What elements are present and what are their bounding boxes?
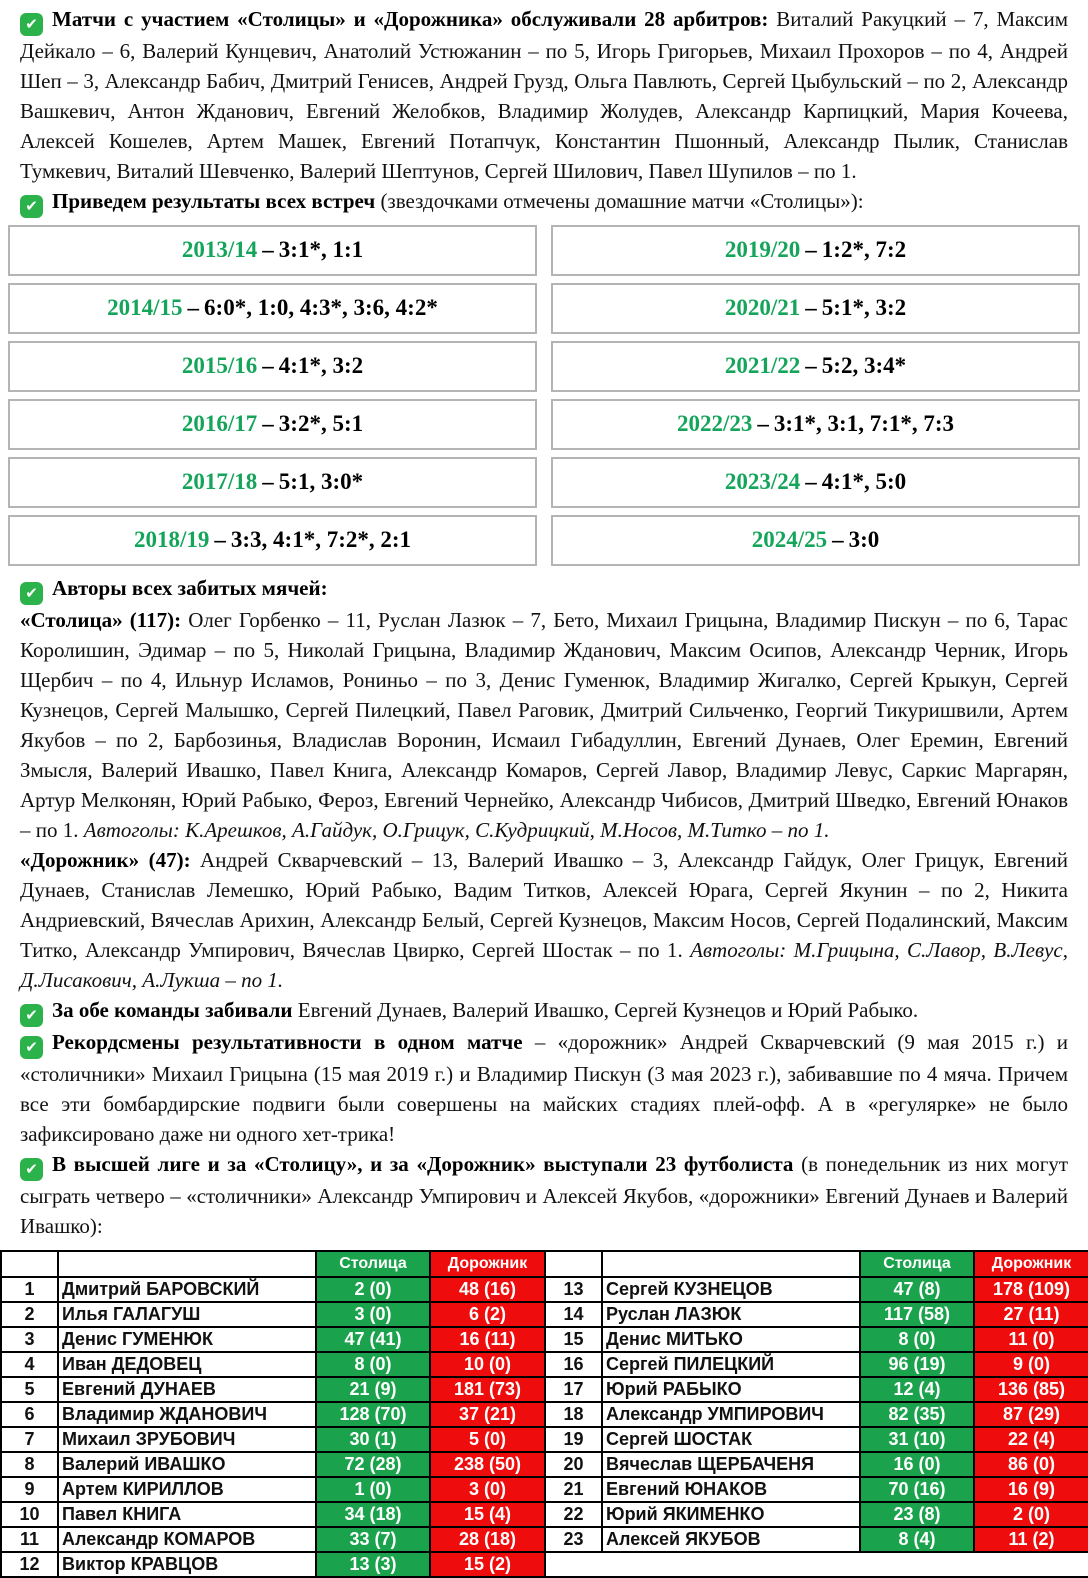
- season-scores: 1:2*, 7:2: [821, 237, 907, 262]
- player-number: 14: [545, 1302, 602, 1327]
- player-number: 11: [1, 1527, 58, 1552]
- stolitsa-apps: 31 (10): [860, 1427, 974, 1452]
- stolitsa-apps: 21 (9): [316, 1377, 430, 1402]
- dorozhnik-apps: 37 (21): [430, 1402, 545, 1427]
- player-number: 21: [545, 1477, 602, 1502]
- player-name: Сергей КУЗНЕЦОВ: [602, 1277, 860, 1302]
- season-scores: 5:1, 3:0*: [278, 469, 364, 494]
- both-teams-list: Евгений Дунаев, Валерий Ивашко, Сергей Кузнецов и Юрий Рабыко.: [292, 998, 919, 1022]
- dorozhnik-apps: 9 (0): [974, 1352, 1088, 1377]
- dorozhnik-apps: 87 (29): [974, 1402, 1088, 1427]
- stolitsa-apps: 30 (1): [316, 1427, 430, 1452]
- header-name-cell: [58, 1251, 316, 1277]
- season-result-row: [551, 341, 1080, 392]
- season-result-row: [551, 457, 1080, 508]
- results-heading-note: (звездочками отмечены домашние матчи «Столицы»):: [375, 189, 864, 213]
- dorozhnik-scorers-lead: «Дорожник» (47):: [20, 848, 191, 872]
- season-result-row: [551, 225, 1080, 276]
- stolitsa-apps: 47 (8): [860, 1277, 974, 1302]
- player-name: Юрий РАБЫКО: [602, 1377, 860, 1402]
- season-label: 2023/24: [724, 469, 801, 494]
- season-result-row: [8, 225, 537, 276]
- stolitsa-apps: 3 (0): [316, 1302, 430, 1327]
- player-number: 15: [545, 1327, 602, 1352]
- player-name: Павел КНИГА: [58, 1502, 316, 1527]
- dorozhnik-apps: 16 (11): [430, 1327, 545, 1352]
- player-number: 10: [1, 1502, 58, 1527]
- paragraph-stolitsa-scorers: [20, 605, 1068, 845]
- dorozhnik-apps: 5 (0): [430, 1427, 545, 1452]
- stolitsa-apps: 70 (16): [860, 1477, 974, 1502]
- check-icon: [20, 13, 43, 36]
- player-number: 16: [545, 1352, 602, 1377]
- player-row: [1, 1477, 1088, 1502]
- season-results-table: [8, 225, 1080, 566]
- dash-separator: –: [805, 295, 817, 320]
- player-number: 7: [1, 1427, 58, 1452]
- scorers-heading: Авторы всех забитых мячей:: [52, 576, 328, 600]
- stolitsa-apps: 2 (0): [316, 1277, 430, 1302]
- player-name: Александр УМПИРОВИЧ: [602, 1402, 860, 1427]
- dorozhnik-apps: 6 (2): [430, 1302, 545, 1327]
- paragraph-players-intro: [20, 1149, 1068, 1241]
- empty-cell: [545, 1552, 1088, 1577]
- dorozhnik-apps: 28 (18): [430, 1527, 545, 1552]
- season-label: 2013/14: [181, 237, 258, 262]
- header-dorozhnik-cell: Дорожник: [974, 1251, 1088, 1277]
- records-text: – «дорожник» Андрей Скварчевский (9 мая 2015 г.) и «столичники» Михаил Грицына (15 мая 2019 г.) и Владимир Пискун (3 мая 2023 г.), забивавшие по 4 мяча. Причем все эти бомбардирские подвиги были совершены на майских стадиях плей-офф. А в «регулярке» не было зафиксировано даже ни одного хет-трика!: [20, 1030, 1068, 1146]
- dorozhnik-own-goals: Автоголы: М.Грицына, С.Лавор, В.Левус, Д.Лисакович, А.Лукша – по 1.: [20, 938, 1069, 992]
- season-result-row: [8, 515, 537, 566]
- season-scores: 6:0*, 1:0, 4:3*, 3:6, 4:2*: [204, 295, 438, 320]
- season-result-row: [8, 341, 537, 392]
- dash-separator: –: [805, 353, 817, 378]
- player-name: Виктор КРАВЦОВ: [58, 1552, 316, 1577]
- header-dorozhnik-cell: Дорожник: [430, 1251, 545, 1277]
- player-name: Валерий ИВАШКО: [58, 1452, 316, 1477]
- stolitsa-apps: 117 (58): [860, 1302, 974, 1327]
- dorozhnik-apps: 27 (11): [974, 1302, 1088, 1327]
- dorozhnik-apps: 11 (2): [974, 1527, 1088, 1552]
- player-name: Михаил ЗРУБОВИЧ: [58, 1427, 316, 1452]
- player-number: 8: [1, 1452, 58, 1477]
- player-name: Артем КИРИЛЛОВ: [58, 1477, 316, 1502]
- header-stolitsa-cell: Столица: [860, 1251, 974, 1277]
- season-result-row: [8, 283, 537, 334]
- check-icon: [20, 195, 43, 218]
- season-label: 2015/16: [181, 353, 258, 378]
- stolitsa-apps: 8 (0): [860, 1327, 974, 1352]
- player-number: 1: [1, 1277, 58, 1302]
- player-name: Дмитрий БАРОВСКИЙ: [58, 1277, 316, 1302]
- season-scores: 4:1*, 3:2: [278, 353, 364, 378]
- player-number: 4: [1, 1352, 58, 1377]
- player-row: [1, 1527, 1088, 1552]
- player-name: Евгений ЮНАКОВ: [602, 1477, 860, 1502]
- player-name: Иван ДЕДОВЕЦ: [58, 1352, 316, 1377]
- dash-separator: –: [262, 411, 274, 436]
- season-label: 2022/23: [676, 411, 753, 436]
- player-number: 3: [1, 1327, 58, 1352]
- player-number: 12: [1, 1552, 58, 1577]
- season-result-row: [8, 457, 537, 508]
- results-heading-lead: Приведем результаты всех встреч: [52, 189, 376, 213]
- players-intro-lead: В высшей лиге и за «Столицу», и за «Дорожник» выступали 23 футболиста: [52, 1152, 794, 1176]
- stolitsa-apps: 82 (35): [860, 1402, 974, 1427]
- player-name: Сергей ШОСТАК: [602, 1427, 860, 1452]
- season-scores: 3:1*, 1:1: [278, 237, 364, 262]
- player-row: [1, 1277, 1088, 1302]
- dash-separator: –: [757, 411, 769, 436]
- stolitsa-own-goals: Автоголы: К.Арешков, А.Гайдук, О.Грицук, С.Кудрицкий, М.Носов, М.Титко – по 1.: [83, 818, 830, 842]
- player-number: 5: [1, 1377, 58, 1402]
- stolitsa-apps: 8 (0): [316, 1352, 430, 1377]
- player-number: 17: [545, 1377, 602, 1402]
- player-row: [1, 1302, 1088, 1327]
- stolitsa-apps: 72 (28): [316, 1452, 430, 1477]
- dash-separator: –: [832, 527, 844, 552]
- dorozhnik-apps: 178 (109): [974, 1277, 1088, 1302]
- dash-separator: –: [262, 237, 274, 262]
- dorozhnik-apps: 48 (16): [430, 1277, 545, 1302]
- players-intro-note: (в понедельник из них могут сыграть четверо – «столичники» Александр Умпирович и Алексей Якубов, «дорожники» Евгений Дунаев и Валерий Ивашко):: [20, 1152, 1068, 1238]
- player-row: [1, 1502, 1088, 1527]
- dorozhnik-apps: 10 (0): [430, 1352, 545, 1377]
- paragraph-records: [20, 1027, 1068, 1149]
- season-results-right-column: [551, 225, 1080, 566]
- dash-separator: –: [262, 469, 274, 494]
- stolitsa-scorers-list: Олег Горбенко – 11, Руслан Лазюк – 7, Бето, Михаил Грицына, Владимир Пискун – по 6, Тарас Королишин, Эдимар – по 5, Николай Грицына, Владимир Жданович, Максим Осипов, Александр Черник, Игорь Щербич – по 4, Ильнур Исламов, Рониньо – по 3, Денис Гуменюк, Владимир Жигалко, Сергей Крыкун, Сергей Кузнецов, Сергей Малышко, Сергей Пилецкий, Павел Раговик, Дмитрий Сильченко, Георгий Тикуришвили, Артем Якубов – по 2, Барбозинья, Владислав Воронин, Исмаил Гибадуллин, Евгений Дунаев, Олег Еремин, Евгений Змысля, Валерий Ивашко, Павел Книга, Александр Комаров, Сергей Лавор, Владимир Левус, Саркис Маргарян, Артур Мелконян, Юрий Рабыко, Фероз, Евгений Чернейко, Александр Чибисов, Дмитрий Шведко, Евгений Юнаков – по 1.: [20, 608, 1068, 842]
- stolitsa-apps: 23 (8): [860, 1502, 974, 1527]
- stolitsa-apps: 34 (18): [316, 1502, 430, 1527]
- dorozhnik-apps: 3 (0): [430, 1477, 545, 1502]
- season-result-row: [551, 399, 1080, 450]
- player-number: 20: [545, 1452, 602, 1477]
- players-table: [0, 1250, 1088, 1578]
- season-scores: 3:3, 4:1*, 7:2*, 2:1: [230, 527, 412, 552]
- season-label: 2021/22: [724, 353, 801, 378]
- season-label: 2024/25: [751, 527, 828, 552]
- paragraph-results-heading: [20, 186, 1068, 218]
- header-stolitsa-cell: Столица: [316, 1251, 430, 1277]
- header-number-cell: [545, 1251, 602, 1277]
- player-number: 2: [1, 1302, 58, 1327]
- season-result-row: [551, 515, 1080, 566]
- dorozhnik-apps: 15 (2): [430, 1552, 545, 1577]
- dash-separator: –: [187, 295, 200, 320]
- dash-separator: –: [805, 469, 817, 494]
- check-icon: [20, 1158, 43, 1181]
- paragraph-dorozhnik-scorers: [20, 845, 1068, 995]
- player-number: 23: [545, 1527, 602, 1552]
- season-label: 2014/15: [107, 295, 183, 320]
- season-scores: 3:0: [848, 527, 880, 552]
- season-scores: 5:1*, 3:2: [821, 295, 907, 320]
- player-row: [1, 1552, 1088, 1577]
- check-icon: [20, 582, 43, 605]
- header-name-cell: [602, 1251, 860, 1277]
- season-scores: 3:1*, 3:1, 7:1*, 7:3: [773, 411, 955, 436]
- player-number: 6: [1, 1402, 58, 1427]
- stolitsa-apps: 96 (19): [860, 1352, 974, 1377]
- dorozhnik-apps: 181 (73): [430, 1377, 545, 1402]
- paragraph-referees: [20, 4, 1068, 186]
- season-scores: 5:2, 3:4*: [821, 353, 907, 378]
- player-row: [1, 1377, 1088, 1402]
- player-row: [1, 1427, 1088, 1452]
- stolitsa-scorers-lead: «Столица» (117):: [20, 608, 182, 632]
- paragraph-scorers-heading: [20, 573, 1068, 605]
- referees-list: Виталий Ракуцкий – 7, Максим Дейкало – 6, Валерий Кунцевич, Анатолий Устюжанин – по 5, Игорь Григорьев, Михаил Прохоров – по 4, Андрей Шеп – 3, Александр Бабич, Дмитрий Генисев, Андрей Грузд, Ольга Павлють, Сергей Цыбульский – по 2, Александр Вашкевич, Антон Жданович, Евгений Желобков, Владимир Жолудев, Александр Карпицкий, Мария Кочеева, Алексей Кошелев, Артем Машек, Евгений Потапчук, Константин Пшонный, Александр Пылик, Станислав Тумкевич, Виталий Шевченко, Валерий Шептунов, Сергей Шилович, Павел Шупилов – по 1.: [20, 7, 1068, 183]
- player-name: Владимир ЖДАНОВИЧ: [58, 1402, 316, 1427]
- player-name: Денис ГУМЕНЮК: [58, 1327, 316, 1352]
- player-name: Юрий ЯКИМЕНКО: [602, 1502, 860, 1527]
- stolitsa-apps: 47 (41): [316, 1327, 430, 1352]
- player-name: Алексей ЯКУБОВ: [602, 1527, 860, 1552]
- player-row: [1, 1402, 1088, 1427]
- both-teams-lead: За обе команды забивали: [52, 998, 293, 1022]
- player-name: Денис МИТЬКО: [602, 1327, 860, 1352]
- player-number: 18: [545, 1402, 602, 1427]
- player-number: 22: [545, 1502, 602, 1527]
- stolitsa-apps: 13 (3): [316, 1552, 430, 1577]
- player-name: Илья ГАЛАГУШ: [58, 1302, 316, 1327]
- stolitsa-apps: 12 (4): [860, 1377, 974, 1402]
- dorozhnik-apps: 16 (9): [974, 1477, 1088, 1502]
- dorozhnik-apps: 238 (50): [430, 1452, 545, 1477]
- dorozhnik-apps: 2 (0): [974, 1502, 1088, 1527]
- player-name: Александр КОМАРОВ: [58, 1527, 316, 1552]
- player-number: 13: [545, 1277, 602, 1302]
- stolitsa-apps: 1 (0): [316, 1477, 430, 1502]
- player-row: [1, 1327, 1088, 1352]
- season-results-left-column: [8, 225, 537, 566]
- check-icon: [20, 1036, 43, 1059]
- season-label: 2017/18: [181, 469, 258, 494]
- player-name: Евгений ДУНАЕВ: [58, 1377, 316, 1402]
- stolitsa-apps: 33 (7): [316, 1527, 430, 1552]
- player-name: Сергей ПИЛЕЦКИЙ: [602, 1352, 860, 1377]
- season-result-row: [8, 399, 537, 450]
- dorozhnik-apps: 11 (0): [974, 1327, 1088, 1352]
- player-number: 9: [1, 1477, 58, 1502]
- paragraph-both-teams: [20, 995, 1068, 1027]
- dorozhnik-apps: 136 (85): [974, 1377, 1088, 1402]
- stolitsa-apps: 8 (4): [860, 1527, 974, 1552]
- season-label: 2019/20: [724, 237, 801, 262]
- stolitsa-apps: 16 (0): [860, 1452, 974, 1477]
- player-row: [1, 1452, 1088, 1477]
- season-scores: 3:2*, 5:1: [278, 411, 364, 436]
- season-label: 2018/19: [133, 527, 210, 552]
- check-icon: [20, 1004, 43, 1027]
- season-label: 2016/17: [181, 411, 258, 436]
- players-table-header-row: [1, 1251, 1088, 1277]
- season-label: 2020/21: [724, 295, 801, 320]
- stolitsa-apps: 128 (70): [316, 1402, 430, 1427]
- player-name: Вячеслав ЩЕРБАЧЕНЯ: [602, 1452, 860, 1477]
- referees-lead: Матчи с участием «Столицы» и «Дорожника» обслуживали 28 арбитров:: [52, 7, 769, 31]
- player-number: 19: [545, 1427, 602, 1452]
- season-scores: 4:1*, 5:0: [821, 469, 907, 494]
- dorozhnik-scorers-list: Андрей Скварчевский – 13, Валерий Ивашко – 3, Александр Гайдук, Олег Грицук, Евгений Дунаев, Станислав Лемешко, Юрий Рабыко, Вадим Титков, Алексей Юрага, Сергей Якунин – по 2, Никита Андриевский, Вячеслав Арихин, Александр Белый, Сергей Кузнецов, Максим Носов, Сергей Подалинский, Максим Титко, Александр Умпирович, Вячеслав Цвирко, Сергей Шостак – по 1.: [20, 848, 1068, 962]
- dash-separator: –: [805, 237, 817, 262]
- dorozhnik-apps: 15 (4): [430, 1502, 545, 1527]
- season-result-row: [551, 283, 1080, 334]
- dash-separator: –: [262, 353, 274, 378]
- player-name: Руслан ЛАЗЮК: [602, 1302, 860, 1327]
- dorozhnik-apps: 22 (4): [974, 1427, 1088, 1452]
- header-number-cell: [1, 1251, 58, 1277]
- dash-separator: –: [214, 527, 226, 552]
- dorozhnik-apps: 86 (0): [974, 1452, 1088, 1477]
- records-lead: Рекордсмены результативности в одном матче: [52, 1030, 523, 1054]
- player-row: [1, 1352, 1088, 1377]
